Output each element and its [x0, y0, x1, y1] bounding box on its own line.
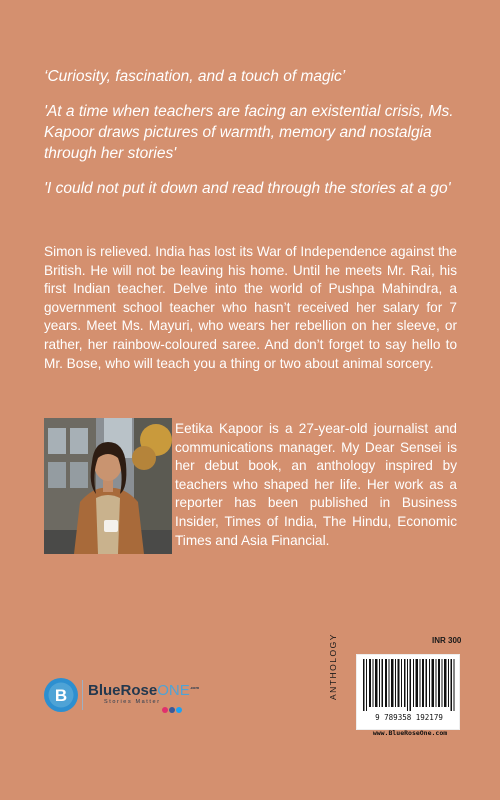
- publisher-divider: [82, 680, 83, 710]
- price-label: INR 300: [432, 636, 462, 645]
- facebook-icon: [169, 707, 175, 713]
- publisher-name-accent: ONE: [157, 682, 190, 699]
- svg-text:B: B: [54, 686, 68, 705]
- publisher-tagline: Stories Matter: [104, 699, 161, 705]
- isbn-barcode: [356, 654, 460, 730]
- publisher-name-suffix: .com: [189, 685, 200, 690]
- review-quote-1: ‘Curiosity, fascination, and a touch of magic’: [44, 68, 346, 85]
- barcode-icon: [357, 655, 461, 713]
- review-quote-2: 'At a time when teachers are facing an existential crisis, Ms. Kapoor draws pictures of warmth, memory and nostalgia through her stories': [44, 103, 454, 162]
- author-photo-illustration: [44, 418, 172, 554]
- review-quote-3: 'I could not put it down and read through the stories at a go': [44, 180, 451, 197]
- instagram-icon: [162, 707, 168, 713]
- publisher-website: www.BlueRoseOne.com: [372, 729, 448, 737]
- bluerose-logo-icon: [44, 678, 78, 712]
- author-bio: Eetika Kapoor is a 27-year-old journalist and communications manager. My Dear Sensei is her debut book, an anthology inspired by teachers who shaped her life. Her work as a reporter has been published in Business Insider, Times of India, The Hindu, Economic Times and Asia Financial.: [175, 421, 457, 548]
- review-quotes: [44, 66, 464, 213]
- isbn-number: 9 789358 192179: [375, 713, 443, 722]
- twitter-icon: [176, 707, 182, 713]
- publisher-name-main: BlueRose: [88, 682, 158, 699]
- publisher-logo: [44, 676, 204, 716]
- publisher-name: [88, 682, 199, 699]
- genre-label: ANTHOLOGY: [328, 633, 338, 700]
- book-blurb: Simon is relieved. India has lost its War of Independence against the British. He will not be leaving his home. Until he meets Mr. Rai, his first Indian teacher. Delve into the world of Pushpa Mahindra, a government school teacher who hasn’t received her salary for 7 years. Meet Ms. Mayuri, who wears her rebellion on her sleeve, or rather, her rainbow-coloured saree. And don’t forget to say hello to Mr. Bose, who will teach you a thing or two about animal sorcery.: [44, 244, 457, 371]
- author-photo: [44, 418, 172, 554]
- social-icons: [162, 707, 182, 713]
